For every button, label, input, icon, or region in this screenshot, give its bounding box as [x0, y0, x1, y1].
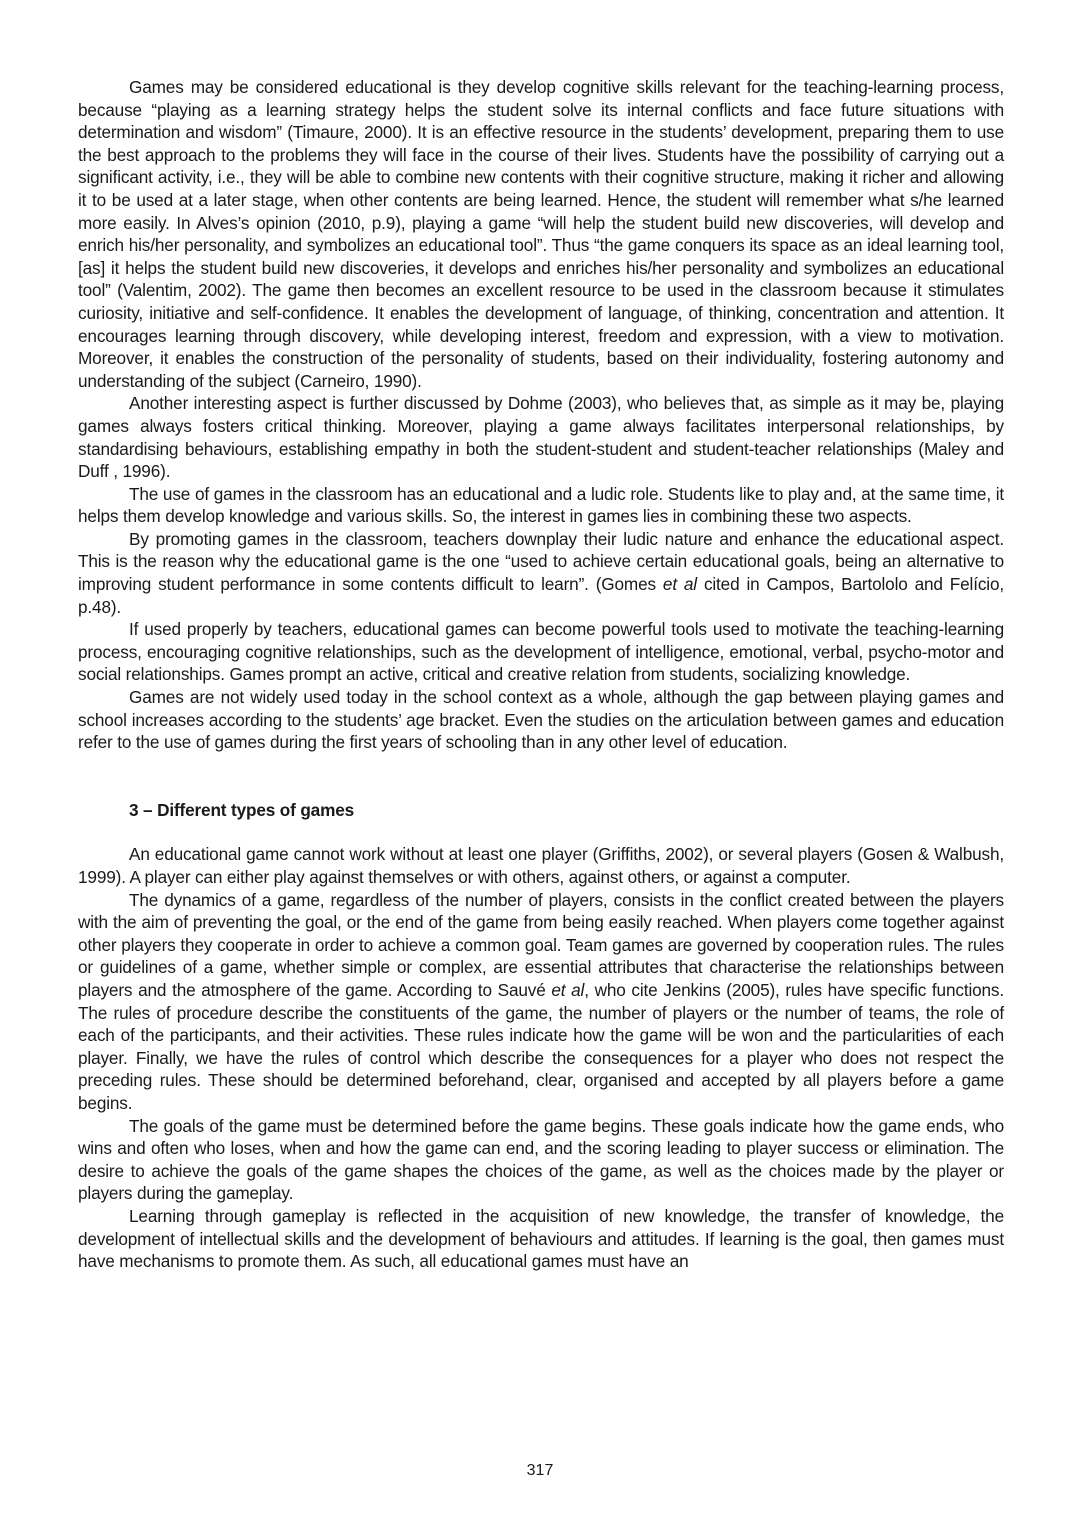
paragraph — [78, 528, 1004, 618]
paragraph — [78, 1115, 1004, 1205]
paragraph — [78, 1205, 1004, 1273]
paragraph-text: If used properly by teachers, educational games can become powerful tools used to motivate the teaching-learning process, encouraging cognitive relationships, such as the development of intelligence, emotional, verbal, psycho-motor and social relationships. Games prompt an active, critical and creative relation from students, socializing knowledge. — [78, 619, 1004, 685]
paragraph — [78, 392, 1004, 482]
paragraph — [78, 76, 1004, 392]
paragraph-text: Another interesting aspect is further discussed by Dohme (2003), who believes that, as simple as it may be, playing games always fosters critical thinking. Moreover, playing a game always facilitates interpersonal relationships, by standardising behaviours, establishing empathy in both the student-student and student-teacher relationships (Maley and Duff , 1996). — [78, 393, 1004, 482]
paragraph — [78, 889, 1004, 1115]
paragraph — [78, 483, 1004, 528]
section-spacer — [78, 754, 1004, 799]
paragraph — [78, 686, 1004, 754]
paragraph — [78, 618, 1004, 686]
paragraph-text: The dynamics of a game, regardless of the number of players, consists in the conflict created between the players with the aim of preventing the goal, or the end of the game from being easily reached. When players come together against other players they cooperate in order to achieve a common goal. Team games are governed by cooperation rules. The rules or guidelines of a game, whether simple or complex, are essential attributes that characterise the relationships between players and the atmosphere of the game. According to Sauvé — [78, 889, 1004, 1000]
paragraph-text: The goals of the game must be determined before the game begins. These goals indicate how the game ends, who wins and often who loses, when and how the game can end, and the scoring leading to player success or elimination. The desire to achieve the goals of the game shapes the choices of the game, as well as the choices made by the player or players during the gameplay. — [78, 1115, 1004, 1204]
paragraph-text: Games may be considered educational is they develop cognitive skills relevant for the teaching-learning process, because “playing as a learning strategy helps the student solve its internal conflicts and face future situations with determination and wisdom” (Timaure, 2000). It is an effective resource in the students’ development, preparing them to use the best approach to the problems they will face in the course of their lives. Students have the possibility of carrying out a significant activity, i.e., they will be able to combine new contents with their cognitive structure, making it richer and allowing it to be used at a later stage, when other contents are being learned. Hence, the student will remember what s/he learned more easily. In Alves’s opinion (2010, p.9), playing a game “will help the student build new discoveries, will develop and enrich his/her personality, and symbolizes an educational tool”. Thus “the game conquers its space as an ideal learning tool, [as] it helps the student build new discoveries, it develops and enriches his/her personality and symbolizes an educational tool” (Valentim, 2002). The game then becomes an excellent resource to be used in the classroom because it stimulates curiosity, initiative and self-confidence. It enables the development of language, of thinking, concentration and attention. It encourages learning through discovery, while developing interest, freedom and expression, with a view to motivation. Moreover, it enables the construction of the personality of students, based on their individuality, fostering autonomy and understanding of the subject (Carneiro, 1990). — [78, 77, 1004, 391]
section-heading: 3 – Different types of games — [129, 799, 355, 820]
paragraph-text: Games are not widely used today in the school context as a whole, although the gap between playing games and school increases according to the students’ age bracket. Even the studies on the articulation between games and education refer to the use of games during the first years of schooling than in any other level of education. — [78, 687, 1004, 753]
paragraph-text: The use of games in the classroom has an educational and a ludic role. Students like to play and, at the same time, it helps them develop knowledge and various skills. So, the interest in games lies in combining these two aspects. — [78, 483, 1004, 527]
paragraph-text: , who cite Jenkins (2005), rules have specific functions. The rules of procedure describe the constituents of the game, the number of players or the number of teams, the role of each of the participants, and their activities. These rules indicate how the game will be won and the particularities of each player. Finally, we have the rules of control which describe the consequences for a player who does not respect the preceding rules. These should be determined beforehand, clear, organised and accepted by all players before a game begins. — [78, 979, 1004, 1113]
heading-spacer — [78, 821, 1004, 843]
section-3-body — [78, 843, 1004, 1272]
italic-text: et al — [662, 574, 697, 595]
section-1-body — [78, 76, 1004, 754]
paragraph-text: By promoting games in the classroom, teachers downplay their ludic nature and enhance the educational aspect. This is the reason why the educational game is the one “used to achieve certain educational goals, being an alternative to improving student performance in some contents difficult to learn”. (Gomes — [78, 528, 1004, 595]
italic-text: et al — [551, 979, 585, 1000]
paragraph-text: cited in Campos, Bartololo and Felício, p.48). — [78, 574, 1004, 617]
page-number: 317 — [526, 1462, 554, 1479]
paragraph-text: Learning through gameplay is reflected in the acquisition of new knowledge, the transfer of knowledge, the development of intellectual skills and the development of behaviours and attitudes. If learning is the goal, then games must have mechanisms to promote them. As such, all educational games must have an — [78, 1205, 1004, 1272]
document-page — [78, 76, 1004, 1273]
paragraph-text: An educational game cannot work without at least one player (Griffiths, 2002), or several players (Gosen & Walbush, 1999). A player can either play against themselves or with others, against others, or against a computer. — [78, 844, 1004, 887]
paragraph — [78, 843, 1004, 888]
